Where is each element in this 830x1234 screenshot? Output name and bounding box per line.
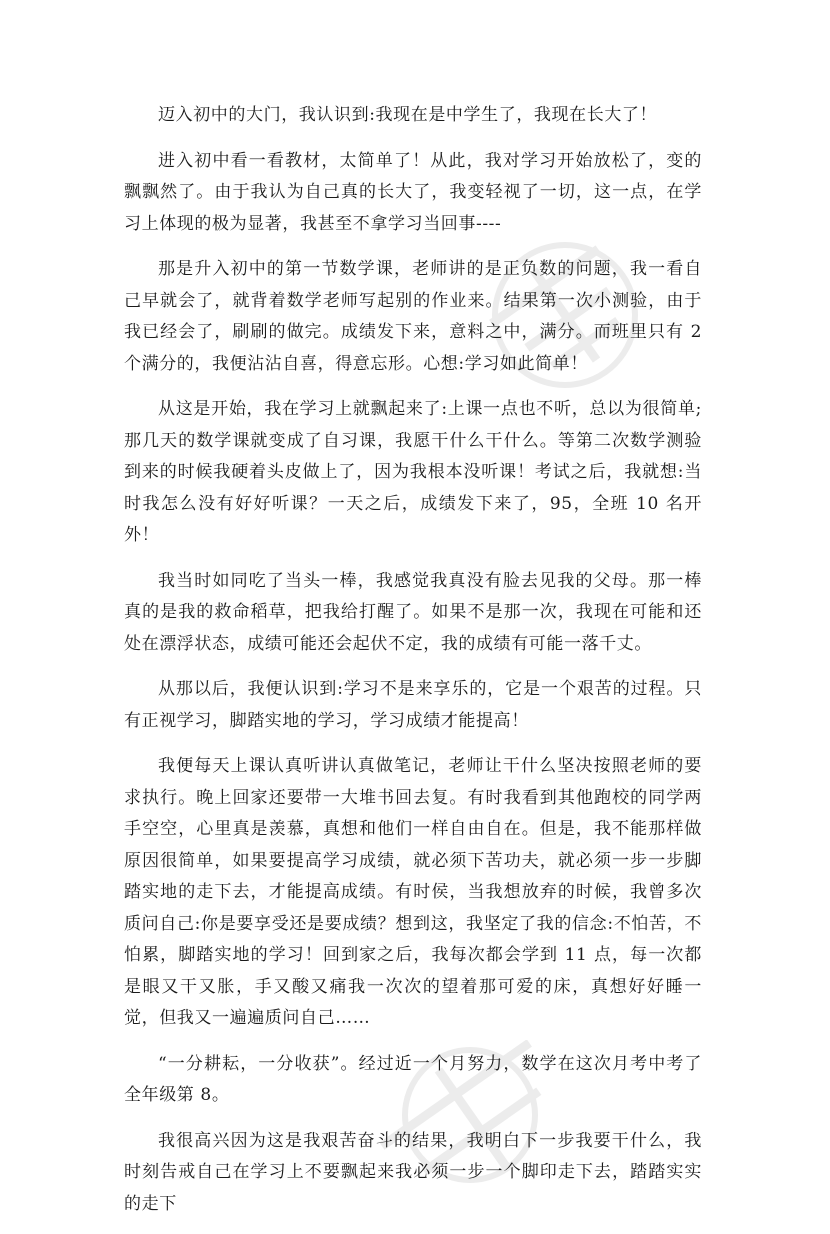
paragraph: 迈入初中的大门，我认识到:我现在是中学生了，我现在长大了！ (158, 105, 658, 125)
paragraph: 从那以后，我便认识到:学习不是来享乐的，它是一个艰苦的过程。只有正视学习，脚踏实地的学习，学习成绩才能提高！ (124, 679, 702, 731)
paragraph: 我当时如同吃了当头一棒，我感觉我真没有脸去见我的父母。那一棒真的是我的救命稻草，把我给打醒了。如果不是那一次，我现在可能和还处在漂浮状态，成绩可能还会起伏不定，我的成绩有可能一落千丈。 (124, 570, 702, 654)
paragraph: 从这是开始，我在学习上就飘起来了:上课一点也不听，总以为很简单;那几天的数学课就变成了自习课，我愿干什么干什么。等第二次数学测验到来的时候我硬着头皮做上了，因为我根本没听课！考试之后，我就想:当时我怎么没有好好听课？一天之后，成绩发下来了，95，全班 10 名开外！ (124, 399, 702, 545)
paragraph: 进入初中看一看教材，太简单了！从此，我对学习开始放松了，变的飘飘然了。由于我认为自己真的长大了，我变轻视了一切，这一点，在学习上体现的极为显著，我甚至不拿学习当回事---- (124, 150, 702, 234)
paragraph: 那是升入初中的第一节数学课，老师讲的是正负数的问题，我一看自己早就会了，就背着数学老师写起别的作业来。结果第一次小测验，由于我已经会了，刷刷的做完。成绩发下来，意料之中，满分。而班里只有 2 个满分的，我便沾沾自喜，得意忘形。心想:学习如此简单！ (124, 259, 702, 374)
paragraph: 我便每天上课认真听讲认真做笔记，老师让干什么坚决按照老师的要求执行。晚上回家还要带一大堆书回去复。有时我看到其他跑校的同学两手空空，心里真是羡慕，真想和他们一样自由自在。但是，我不能那样做原因很简单，如果要提高学习成绩，就必须下苦功夫，就必须一步一步脚踏实地的走下去，才能提高成绩。有时侯，当我想放弃的时候，我曾多次质问自己:你是要享受还是要成绩？想到这，我坚定了我的信念:不怕苦，不怕累，脚踏实地的学习！回到家之后，我每次都会学到 11 点，每一次都是眼又干又胀，手又酸又痛我一次次的望着那可爱的床，真想好好睡一觉，但我又一遍遍质问自己…… (124, 756, 702, 1028)
document-body (124, 100, 702, 1234)
paragraph: “一分耕耘，一分收获”。经过近一个月努力，数学在这次月考中考了全年级第 8。 (124, 1053, 702, 1105)
paragraph: 我很高兴因为这是我艰苦奋斗的结果，我明白下一步我要干什么，我时刻告戒自己在学习上不要飘起来我必须一步一个脚印走下去，踏踏实实的走下 (124, 1130, 702, 1214)
